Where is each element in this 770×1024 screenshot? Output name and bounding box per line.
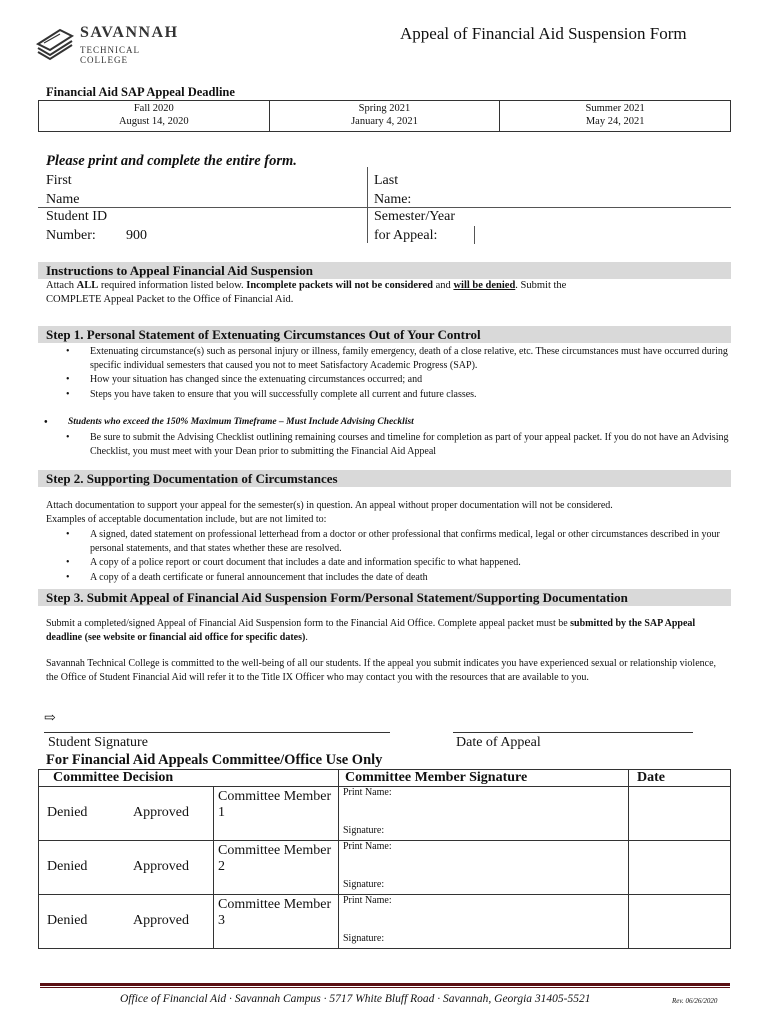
deadline-table [38,100,731,132]
denied-option[interactable]: Denied [39,895,122,949]
date-cell[interactable] [629,787,731,841]
denied-option[interactable]: Denied [39,841,122,895]
timeframe-item: • Students who exceed the 150% Maximum Timeframe – Must Include Advising Checklist [42,416,732,430]
semester-year-label: Semester/Year for Appeal: [374,209,456,243]
arrow-icon: ⇨ [44,711,56,726]
student-id-label: Student ID Number: [46,209,108,243]
committee-member-label: Committee Member 1 [214,787,339,841]
college-logo [34,18,184,68]
last-name-field[interactable] [450,172,730,206]
deadline-date: May 24, 2021 [585,116,645,127]
date-cell[interactable] [629,841,731,895]
date-header: Date [629,770,731,787]
deadline-term: Summer 2021 [585,103,645,114]
committee-title: For Financial Aid Appeals Committee/Office Use Only [46,752,383,768]
print-name-label: Print Name: [343,895,392,906]
committee-row [39,895,731,949]
member-signature-header: Committee Member Signature [339,770,629,787]
step2-text: Attach documentation to support your appeal for the semester(s) in question. An appeal without proper documentation will not be considered. Examples of acceptable documentation include, but are not limited to: [46,500,613,525]
footer-rule [40,983,730,986]
step1-list [64,345,730,402]
signature-label: Signature: [343,933,385,944]
date-cell[interactable] [629,895,731,949]
list-item: • Steps you have taken to ensure that you will successfully complete all current and future classes. [64,388,730,402]
committee-member-label: Committee Member 2 [214,841,339,895]
approved-option[interactable]: Approved [121,841,214,895]
student-signature-field[interactable] [44,712,390,732]
approved-option[interactable]: Approved [121,895,214,949]
timeframe-list [42,416,732,431]
signature-cell[interactable] [339,841,629,895]
student-id-field[interactable]: 900 [126,228,147,243]
footer-address: Office of Financial Aid · Savannah Campus · 5717 White Bluff Road · Savannah, Georgia 31405-5521 [120,993,591,1005]
form-instruction: Please print and complete the entire form. [46,153,297,169]
footer-rule-thin [40,987,730,988]
list-item: • How your situation has changed since the extenuating circumstances occurred; and [64,373,730,387]
step2-heading: Step 2. Supporting Documentation of Circumstances [38,470,731,487]
deadline-term: Fall 2020 [133,103,174,114]
revision-date: Rev. 06/26/2020 [672,997,718,1005]
step3-text-2: Savannah Technical College is committed to the well-being of all our students. If the appeal you submit indicates you have experienced sexual or relationship violence, the Office of Student Financial Aid will refer it to the Title IX Officer who may contact you with the resources that are available to you. [46,658,717,683]
signature-cell[interactable] [339,895,629,949]
last-name-label: Last Name: [374,173,412,207]
print-name-label: Print Name: [343,841,392,852]
logo-subtitle: TECHNICAL COLLEGE [80,45,140,65]
deadline-date: August 14, 2020 [118,116,189,127]
deadline-title: Financial Aid SAP Appeal Deadline [46,85,235,99]
college-logo-icon [34,22,76,64]
deadline-cell [39,101,270,132]
committee-row [39,841,731,895]
denied-option[interactable]: Denied [39,787,122,841]
step1-heading: Step 1. Personal Statement of Extenuating Circumstances Out of Your Control [38,326,731,343]
timeframe-sublist [64,431,730,459]
print-name-label: Print Name: [343,787,392,798]
instructions-heading: Instructions to Appeal Financial Aid Suspension [38,262,731,279]
step2-list [64,528,730,585]
semester-year-field[interactable] [470,226,730,244]
signature-cell[interactable] [339,787,629,841]
step3-text-1: Submit a completed/signed Appeal of Financial Aid Suspension form to the Financial Aid Office. Complete appeal packet must be submitted by the SAP Appeal deadline (see website or financial aid office for specific dates). [46,618,696,643]
list-item: • Be sure to submit the Advising Checklist outlining remaining courses and timeline for completion as part of your appeal packet. If you do not have an Advising Checklist, you must meet with your Dean prior to submitting the Financial Aid Appeal [64,431,730,458]
first-name-label: First Name [46,173,80,207]
deadline-cell [500,101,731,132]
list-item: • A signed, dated statement on professional letterhead from a doctor or other professional that confirms medical, legal or other circumstances described in your personal statements, and that states whether these are resolved. [64,528,730,555]
first-name-field[interactable] [120,172,365,206]
deadline-cell [269,101,500,132]
signature-label: Signature: [343,879,385,890]
committee-member-label: Committee Member 3 [214,895,339,949]
date-of-appeal-field[interactable] [453,712,693,732]
deadline-term: Spring 2021 [358,103,411,114]
committee-table [38,769,731,949]
committee-row [39,787,731,841]
deadline-date: January 4, 2021 [351,116,418,127]
approved-option[interactable]: Approved [121,787,214,841]
instructions-text: Attach ALL required information listed below. Incomplete packets will not be considered and will be denied. Submit the COMPLETE Appeal Packet to the Office of Financial Aid. [46,280,567,305]
logo-name: SAVANNAH [80,24,179,41]
student-signature-label: Student Signature [48,735,148,750]
list-item: • Extenuating circumstance(s) such as personal injury or illness, family emergency, death of a close relative, etc. These circumstances must have occurred during specific individual semesters that caused you not to meet Satisfactory Academic Progress (SAP). [64,345,730,372]
list-item: • A copy of a death certificate or funeral announcement that includes the date of death [64,571,730,585]
date-of-appeal-label: Date of Appeal [456,735,541,750]
list-item: • A copy of a police report or court document that includes a date and information specific to what happened. [64,556,730,570]
form-title: Appeal of Financial Aid Suspension Form [400,24,687,43]
committee-decision-header: Committee Decision [39,770,339,787]
signature-label: Signature: [343,825,385,836]
step3-heading: Step 3. Submit Appeal of Financial Aid Suspension Form/Personal Statement/Supporting Documentation [38,589,731,606]
